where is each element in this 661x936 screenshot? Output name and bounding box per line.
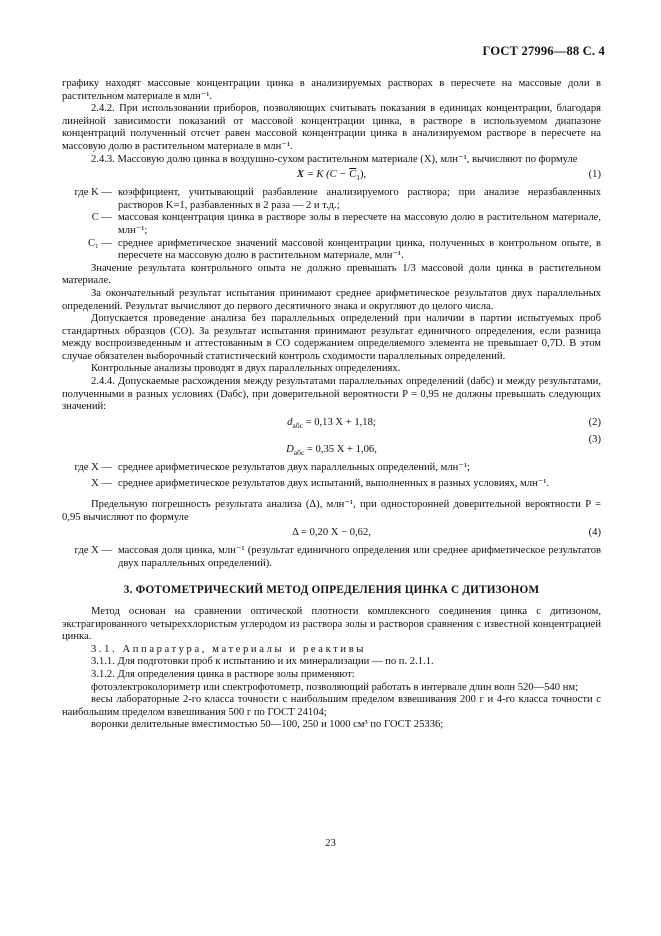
paragraph: Значение результата контрольного опыта не должно превышать 1/3 массовой доли цинка в растительном материале. (62, 262, 601, 287)
definition-key: X — (91, 478, 112, 490)
subsection-title: 3.1. Аппаратура, материалы и реактивы (91, 643, 367, 655)
formula-text: Δ = 0,20 X − 0,62, (292, 527, 371, 539)
formula-text: = 0,13 X + 1,18; (302, 416, 376, 428)
text-block-top (62, 78, 601, 732)
definition-text: среднее арифметическое результатов двух параллельных определений, млн⁻¹; (118, 461, 470, 473)
paragraph: За окончательный результат испытания принимают среднее арифметическое результатов двух параллельных определений. Результат вычисляют до первого десятичного знака и округляют до целого числа. (62, 287, 601, 312)
paragraph: Контрольные анализы проводят в двух параллельных определениях. (91, 363, 401, 375)
list-item: весы лабораторные 2-го класса точности с наибольшим пределом взвешивания 200 г и 4-го класса точности с наибольшим пределом взвешивания 500 г по ГОСТ 24104; (62, 694, 601, 718)
paragraph: 3.1.2. Для определения цинка в растворе золы применяют: (91, 668, 355, 680)
definition-text: коэффициент, учитывающий разбавление анализируемого раствора; при анализе неразбавленных растворов K=1, разбавленных в 2 раза — 2 и т.д.; (118, 187, 601, 211)
formula-number: (1) (588, 169, 601, 181)
definition-key: где X — (74, 461, 112, 473)
paragraph: графику находят массовые концентрации цинка в анализируемых растворах в пересчете на массовые доли в растительном материале в млн⁻¹. (62, 78, 601, 102)
paragraph: Допускается проведение анализа без параллельных определений при наличии в партии испытуемых проб стандартных образцов (СО). За результат испытания принимают результат единичного определения, если разница между воспроизведенным и аттестованным в СО содержанием определяемого элемента не превышает 0,7D. В этом случае обязателен выборочный статистический контроль сходимости параллельных определений. (62, 313, 601, 362)
page-header: ГОСТ 27996—88 С. 4 (482, 44, 605, 58)
paragraph: 2.4.3. Массовую долю цинка в воздушно-сухом растительном материале (X), млн⁻¹, вычисляют по формуле (91, 153, 578, 165)
list-item: фотоэлектроколориметр или спектрофотометр, позволяющий работать в интервале длин волн 520—540 нм; (91, 681, 579, 693)
paragraph: Предельную погрешность результата анализа (Δ), млн⁻¹, при односторонней доверительной вероятности P = 0,95 вычисляют по формуле (62, 499, 601, 523)
definition-text: среднее арифметическое результатов двух испытаний, выполненных в разных условиях, млн⁻¹. (118, 478, 550, 490)
definition-item (62, 545, 601, 570)
paragraph: 2.4.4. Допускаемые расхождения между результатами параллельных определений (dабс) и между результатами, полученными в разных условиях (Dабс), при доверительной вероятности P = 0,95 не должны превышать следующих значений: (62, 376, 601, 413)
formula-symbol: X (296, 169, 304, 181)
formula-number: (2) (588, 416, 601, 428)
list-item: воронки делительные вместимостью 50—100, 250 и 1000 см³ по ГОСТ 25336; (91, 719, 444, 731)
paragraph: 3.1.1. Для подготовки проб к испытанию и их минерализации — по п. 2.1.1. (91, 656, 434, 668)
definition-key: где X — (74, 545, 112, 557)
formula-symbol: d (287, 416, 293, 428)
formula-symbol: D (286, 443, 294, 455)
definition-item (62, 478, 601, 491)
definition-text: массовая концентрация цинка в растворе золы в пересчете на массовую долю в растительном материале, млн⁻¹; (118, 212, 601, 236)
formula-4 (62, 527, 601, 543)
definition-item (62, 462, 601, 475)
definition-key: C — (91, 212, 112, 224)
formula-text: ), (359, 169, 367, 181)
definition-item (62, 212, 601, 237)
formula-1 (62, 169, 601, 185)
page-number: 23 (325, 838, 336, 849)
paragraph: Метод основан на сравнении оптической плотности комплексного соединения цинка с дитизоном, экстрагированного четыреххлористым углеродом из раствора золы и растворов сравнения с известной концентрацией цинка. (62, 606, 601, 643)
formula-number: (4) (588, 527, 601, 539)
definition-text: массовая доля цинка, млн⁻¹ (результат единичного определения или среднее арифметическое результатов двух параллельных определений). (118, 545, 601, 569)
section-title: 3. ФОТОМЕТРИЧЕСКИЙ МЕТОД ОПРЕДЕЛЕНИЯ ЦИНКА С ДИТИЗОНОМ (123, 584, 540, 597)
formula-subscript: абс (292, 420, 303, 430)
definition-key: где K — (74, 187, 112, 199)
formula-text: = 0,35 X + 1,06, (304, 443, 377, 455)
definition-item (62, 187, 601, 212)
formula-text: = K (C − (303, 169, 350, 181)
formula-subscript: 1 (356, 173, 360, 183)
definition-text: среднее арифметическое значений массовой концентрации цинка, полученных в контрольном опыте, в пересчете на массовую долю в растительном материале, млн⁻¹. (118, 237, 601, 262)
definition-item (62, 238, 601, 263)
formula-3 (62, 433, 601, 460)
formula-symbol: $\overline{C}$ (349, 169, 357, 181)
paragraph: 2.4.2. При использовании приборов, позволяющих считывать показания в единицах концентрации, благодаря линейной зависимости показаний от массовой концентрации цинка, в растворе в используемом диапазоне концентраций полученный отсчет равен массовой концентрации цинка в анализируемом растворе в пересчете на массовую долю в растительном материале в млн⁻¹. (62, 103, 601, 152)
definition-key: C₁ — (87, 237, 112, 249)
formula-2 (62, 417, 601, 433)
formula-subscript: абс (293, 447, 305, 457)
formula-number: (3) (588, 433, 601, 445)
